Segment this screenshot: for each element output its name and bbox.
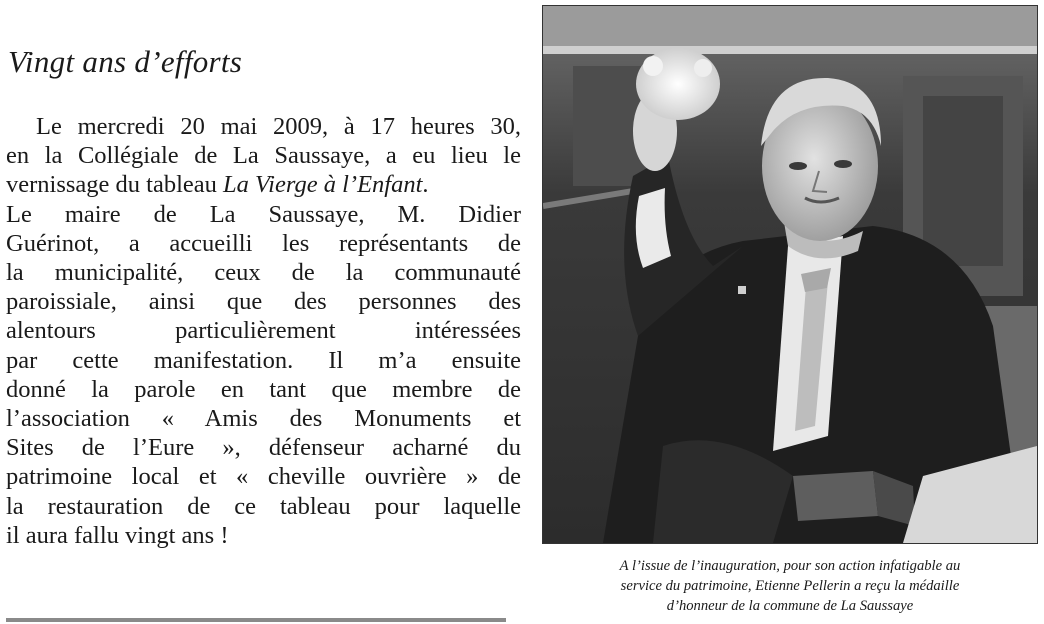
article-line: alentours particulièrement intéressées xyxy=(6,317,521,345)
article-line: Le maire de La Saussaye, M. Didier xyxy=(6,200,521,228)
painting-title: La Vierge à l’Enfant xyxy=(223,171,423,199)
article-line: la municipalité, ceux de la communauté xyxy=(6,259,521,287)
article-line: Sites de l’Eure », défenseur acharné du xyxy=(6,434,521,462)
article-line: par cette manifestation. Il m’a ensuite xyxy=(6,346,521,374)
caption-line: A l’issue de l’inauguration, pour son action infatigable au xyxy=(619,558,961,574)
article-line: paroissiale, ainsi que des personnes des xyxy=(6,288,521,316)
photo-caption xyxy=(548,556,1032,616)
photograph-illustration xyxy=(543,6,1037,543)
article-text: vernissage du tableau xyxy=(6,171,224,199)
article-line: en la Collégiale de La Saussaye, a eu lieu le xyxy=(6,142,521,170)
article-line: patrimoine local et « cheville ouvrière » de xyxy=(6,463,521,491)
caption-line: service du patrimoine, Etienne Pellerin a reçu la médaille xyxy=(620,578,960,594)
article-heading: Vingt ans d’efforts xyxy=(8,44,243,79)
photograph xyxy=(542,5,1038,544)
article-text: . xyxy=(422,171,429,199)
article-line xyxy=(6,170,521,199)
article-line: Guérinot, a accueilli les représentants de xyxy=(6,229,521,257)
article-line: l’association « Amis des Monuments et xyxy=(6,405,521,433)
caption-line: d’honneur de la commune de La Saussaye xyxy=(666,598,914,614)
article-line: donné la parole en tant que membre de xyxy=(6,375,521,403)
article-line: il aura fallu vingt ans ! xyxy=(6,521,229,549)
cropped-text-line xyxy=(6,612,521,624)
cropped-text-fragment xyxy=(6,618,506,622)
article-body xyxy=(6,112,521,550)
article-line: la restauration de ce tableau pour laquelle xyxy=(6,492,521,520)
article-line: Le mercredi 20 mai 2009, à 17 heures 30, xyxy=(36,113,521,140)
